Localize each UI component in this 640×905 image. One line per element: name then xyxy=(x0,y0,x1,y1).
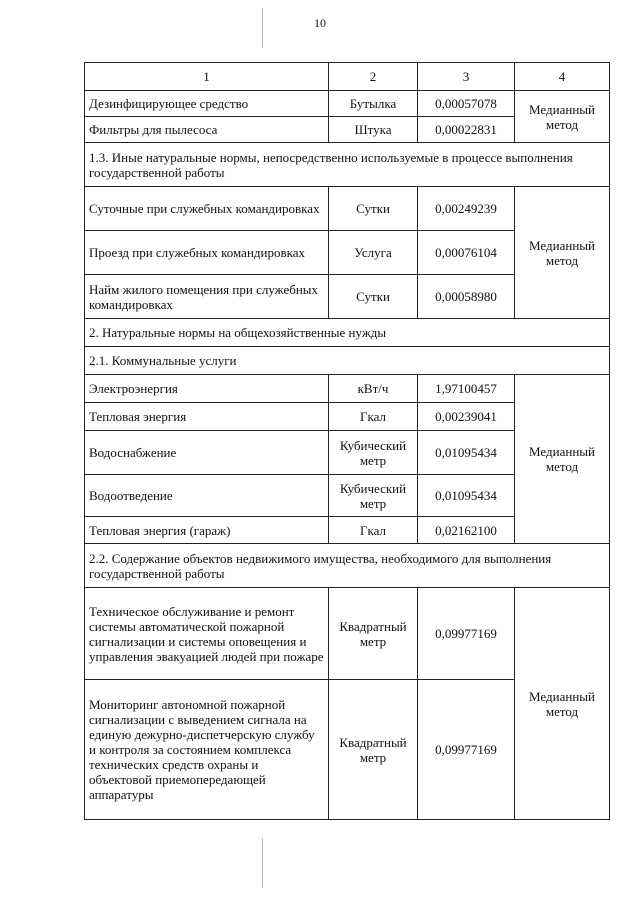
section-row xyxy=(85,143,610,187)
section-row xyxy=(85,347,610,375)
row-unit: Гкал xyxy=(329,403,418,431)
row-value: 1,97100457 xyxy=(418,375,515,403)
column-header: 1 xyxy=(85,63,329,91)
row-unit: Штука xyxy=(329,117,418,143)
row-value: 0,00058980 xyxy=(418,275,515,319)
row-value: 0,00249239 xyxy=(418,187,515,231)
row-unit: Сутки xyxy=(329,187,418,231)
row-name: Суточные при служебных командировках xyxy=(85,187,329,231)
row-name: Мониторинг автономной пожарной сигнализации с выведением сигнала на единую дежурно-диспетчерскую службу и контроля за состоянием комплекса технических средств охраны и объектовой приемопередающей аппаратуры xyxy=(85,680,329,820)
section-heading: 2. Натуральные нормы на общехозяйственные нужды xyxy=(85,319,610,347)
method-cell: Медианный метод xyxy=(515,375,610,544)
section-row xyxy=(85,319,610,347)
row-name: Электроэнергия xyxy=(85,375,329,403)
header-row xyxy=(85,63,610,91)
section-row xyxy=(85,544,610,588)
row-value: 0,00239041 xyxy=(418,403,515,431)
method-cell: Медианный метод xyxy=(515,588,610,820)
table-row xyxy=(85,588,610,680)
row-name: Техническое обслуживание и ремонт системы автоматической пожарной сигнализации и системы оповещения и управления эвакуацией людей при пожаре xyxy=(85,588,329,680)
row-unit: Сутки xyxy=(329,275,418,319)
row-unit: Бутылка xyxy=(329,91,418,117)
row-value: 0,09977169 xyxy=(418,588,515,680)
norms-table xyxy=(84,62,610,820)
scan-artifact-line xyxy=(262,838,263,888)
page-number: 10 xyxy=(314,16,326,30)
row-name: Тепловая энергия (гараж) xyxy=(85,517,329,544)
row-name: Найм жилого помещения при служебных командировках xyxy=(85,275,329,319)
row-name: Проезд при служебных командировках xyxy=(85,231,329,275)
row-unit: Квадратный метр xyxy=(329,588,418,680)
row-name: Тепловая энергия xyxy=(85,403,329,431)
column-header: 4 xyxy=(515,63,610,91)
row-value: 0,00057078 xyxy=(418,91,515,117)
table-row xyxy=(85,91,610,117)
row-value: 0,00076104 xyxy=(418,231,515,275)
row-unit: Услуга xyxy=(329,231,418,275)
table-row xyxy=(85,187,610,231)
column-header: 2 xyxy=(329,63,418,91)
row-value: 0,02162100 xyxy=(418,517,515,544)
row-name: Водоотведение xyxy=(85,475,329,517)
row-value: 0,01095434 xyxy=(418,475,515,517)
scan-artifact-line xyxy=(262,8,263,48)
row-name: Дезинфицирующее средство xyxy=(85,91,329,117)
row-value: 0,01095434 xyxy=(418,431,515,475)
row-unit: Кубический метр xyxy=(329,475,418,517)
column-header: 3 xyxy=(418,63,515,91)
table-row xyxy=(85,375,610,403)
row-unit: кВт/ч xyxy=(329,375,418,403)
section-heading: 2.2. Содержание объектов недвижимого имущества, необходимого для выполнения государственной работы xyxy=(85,544,610,588)
method-cell: Медианный метод xyxy=(515,91,610,143)
row-unit: Кубический метр xyxy=(329,431,418,475)
row-value: 0,00022831 xyxy=(418,117,515,143)
row-unit: Квадратный метр xyxy=(329,680,418,820)
section-heading: 1.3. Иные натуральные нормы, непосредственно используемые в процессе выполнения государственной работы xyxy=(85,143,610,187)
row-value: 0,09977169 xyxy=(418,680,515,820)
method-cell: Медианный метод xyxy=(515,187,610,319)
section-heading: 2.1. Коммунальные услуги xyxy=(85,347,610,375)
row-unit: Гкал xyxy=(329,517,418,544)
row-name: Фильтры для пылесоса xyxy=(85,117,329,143)
row-name: Водоснабжение xyxy=(85,431,329,475)
